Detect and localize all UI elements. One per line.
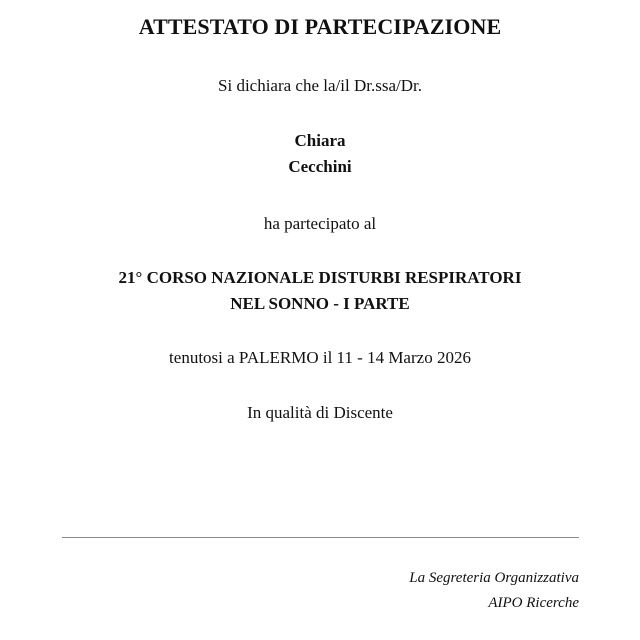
participant-first-name: Chiara xyxy=(294,131,346,150)
participation-text: ha partecipato al xyxy=(263,214,377,233)
signature-organizer: La Segreteria Organizzativa xyxy=(409,570,579,586)
participant-last-name: Cecchini xyxy=(288,157,352,176)
certificate-title: ATTESTATO DI PARTECIPAZIONE xyxy=(138,14,502,39)
signature-organization: AIPO Ricerche xyxy=(488,595,579,611)
course-title-line-2: NEL SONNO - I PARTE xyxy=(230,294,410,313)
signature-divider xyxy=(62,537,579,538)
course-title-line-1: 21° CORSO NAZIONALE DISTURBI RESPIRATORI xyxy=(118,268,522,287)
event-location-date: tenutosi a PALERMO il 11 - 14 Marzo 2026 xyxy=(169,348,471,367)
declaration-text: Si dichiara che la/il Dr.ssa/Dr. xyxy=(218,76,422,95)
participant-role: In qualità di Discente xyxy=(247,403,393,422)
